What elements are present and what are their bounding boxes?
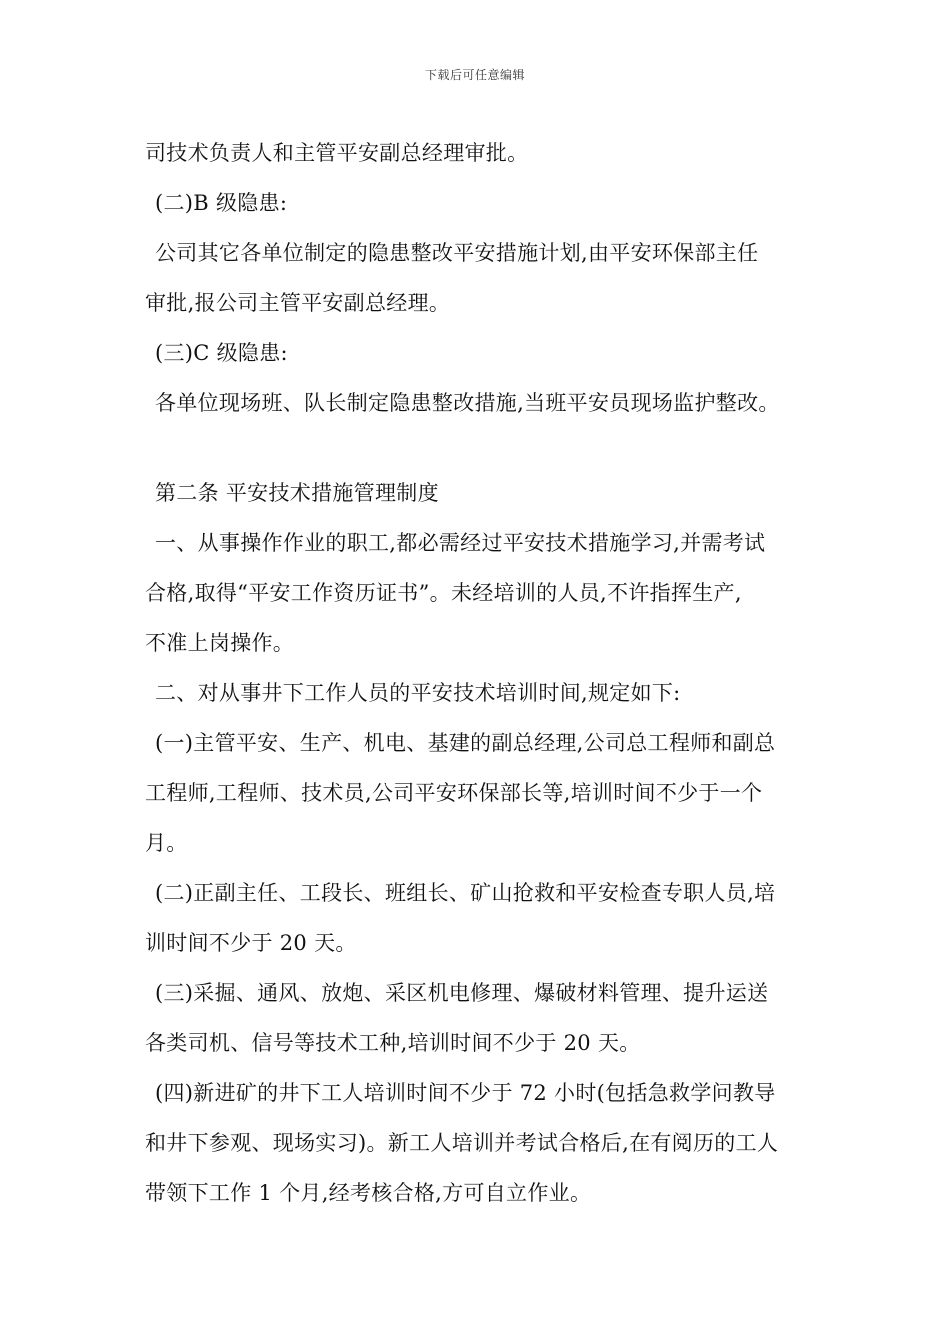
text-line: 合格,取得“平安工作资历证书”。未经培训的人员,不许指挥生产, — [145, 581, 742, 605]
text-line: 一、从事操作作业的职工,都必需经过平安技术措施学习,并需考试 — [155, 531, 766, 555]
page-header-note: 下载后可任意编辑 — [424, 68, 525, 82]
section-heading: 第二条 平安技术措施管理制度 — [155, 481, 439, 505]
text-line: 司技术负责人和主管平安副总经理审批。 — [145, 141, 529, 165]
text-line: 工程师,工程师、技术员,公司平安环保部长等,培训时间不少于一个 — [145, 781, 763, 805]
text-line: (四)新进矿的井下工人培训时间不少于 72 小时(包括急救学问教导 — [155, 1081, 776, 1105]
text-line: (一)主管平安、生产、机电、基建的副总经理,公司总工程师和副总 — [155, 731, 776, 755]
text-line: 训时间不少于 20 天。 — [145, 931, 357, 955]
text-line: 审批,报公司主管平安副总经理。 — [145, 291, 451, 315]
text-line: 各类司机、信号等技术工种,培训时间不少于 20 天。 — [145, 1031, 641, 1055]
text-line: 不准上岗操作。 — [145, 631, 295, 655]
text-line: 二、对从事井下工作人员的平安技术培训时间,规定如下: — [155, 681, 681, 705]
text-line: 公司其它各单位制定的隐患整改平安措施计划,由平安环保部主任 — [155, 241, 759, 265]
text-line: 带领下工作 1 个月,经考核合格,方可自立作业。 — [145, 1181, 592, 1205]
text-line: (三)C 级隐患: — [155, 341, 288, 365]
text-line: (二)B 级隐患: — [155, 191, 288, 215]
text-line: 月。 — [145, 831, 188, 855]
text-line: (二)正副主任、工段长、班组长、矿山抢救和平安检查专职人员,培 — [155, 881, 776, 905]
text-line: (三)采掘、通风、放炮、采区机电修理、爆破材料管理、提升运送 — [155, 981, 769, 1005]
text-line: 各单位现场班、队长制定隐患整改措施,当班平安员现场监护整改。 — [155, 391, 780, 415]
text-line: 和井下参观、现场实习)。新工人培训并考试合格后,在有阅历的工人 — [145, 1131, 779, 1155]
document-body — [145, 128, 825, 1218]
paragraph-gap — [145, 428, 825, 468]
